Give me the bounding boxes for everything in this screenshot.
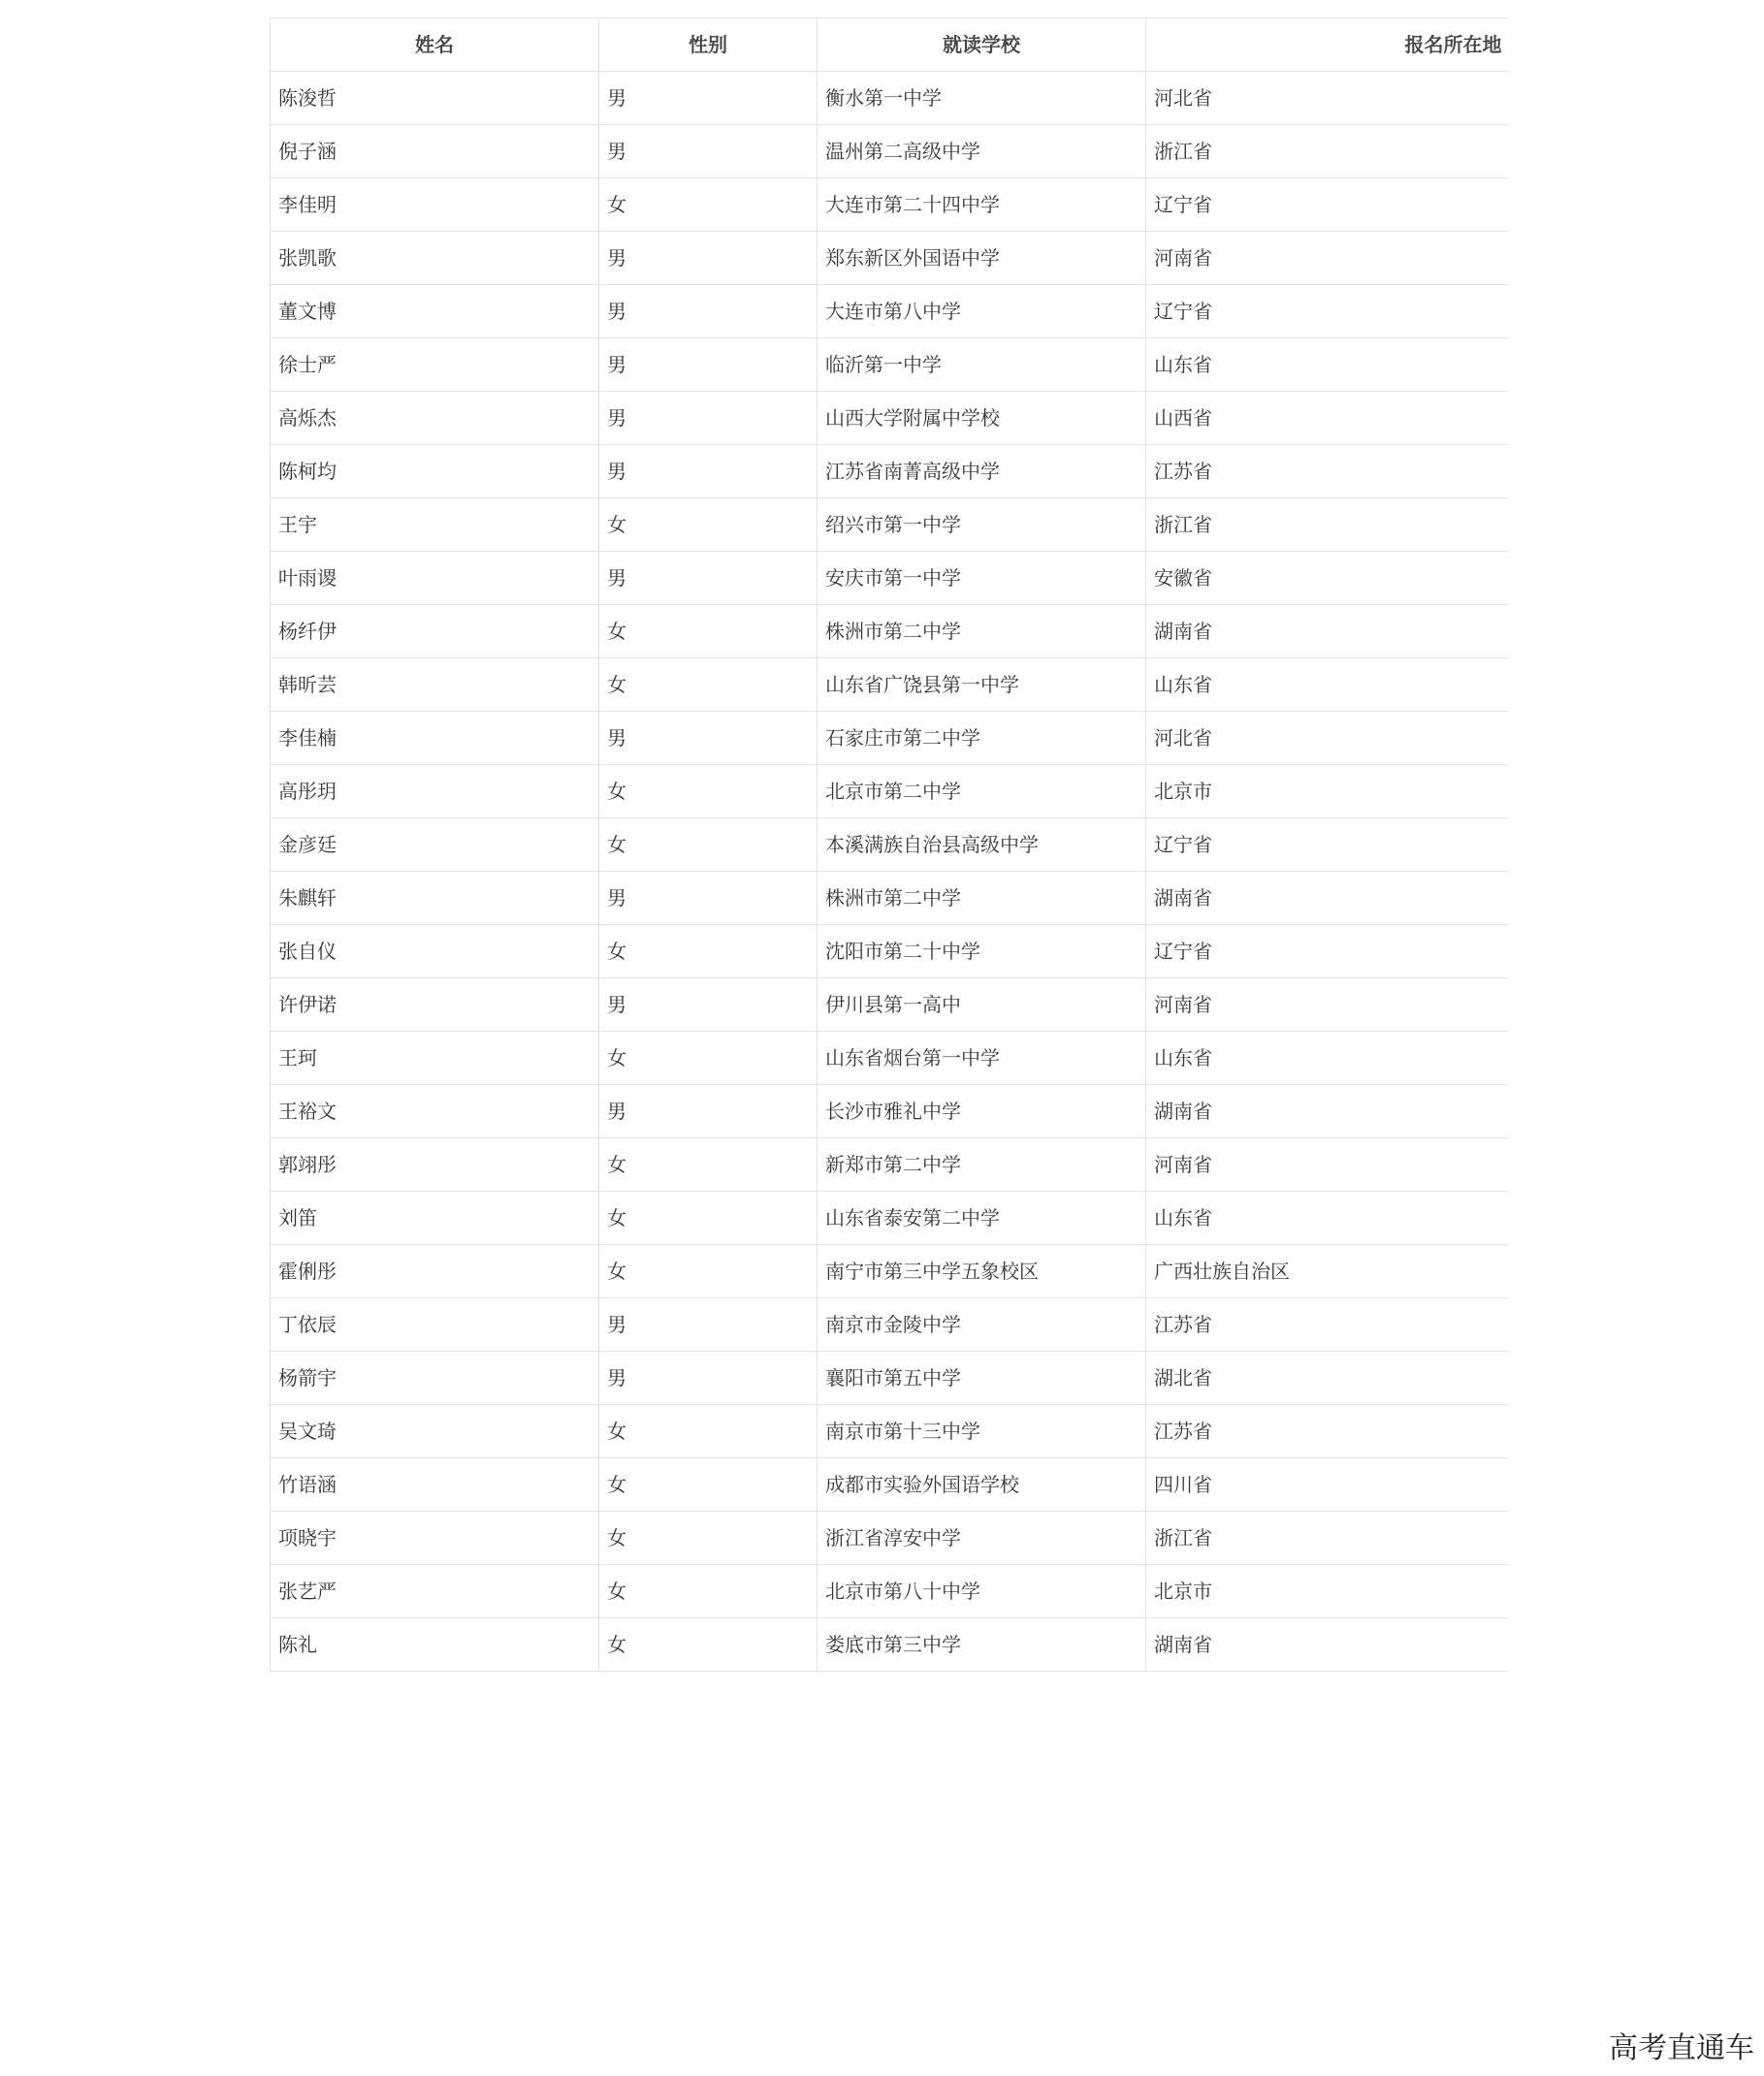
cell-region: 山东省 [1146,658,1508,712]
cell-name: 叶雨谡 [271,552,599,605]
cell-region: 辽宁省 [1146,925,1508,978]
cell-school: 衡水第一中学 [818,72,1146,125]
cell-gender: 男 [599,552,818,605]
cell-gender: 女 [599,1618,818,1672]
cell-gender: 女 [599,1032,818,1085]
cell-gender: 女 [599,1565,818,1618]
cell-school: 温州第二高级中学 [818,125,1146,178]
table-row [271,872,1508,925]
cell-name: 吴文琦 [271,1405,599,1458]
cell-school: 南京市第十三中学 [818,1405,1146,1458]
cell-gender: 男 [599,1352,818,1405]
cell-name: 董文博 [271,285,599,338]
cell-region: 北京市 [1146,1565,1508,1618]
header-name: 姓名 [271,18,599,72]
cell-gender: 女 [599,765,818,818]
cell-name: 刘笛 [271,1192,599,1245]
cell-name: 霍俐彤 [271,1245,599,1298]
cell-school: 大连市第二十四中学 [818,178,1146,232]
cell-region: 辽宁省 [1146,818,1508,872]
cell-name: 王裕文 [271,1085,599,1138]
cell-name: 郭翊彤 [271,1138,599,1192]
cell-region: 湖南省 [1146,1618,1508,1672]
table-row [271,445,1508,498]
cell-name: 金彦廷 [271,818,599,872]
cell-school: 长沙市雅礼中学 [818,1085,1146,1138]
cell-gender: 男 [599,872,818,925]
cell-gender: 女 [599,1138,818,1192]
cell-name: 许伊诺 [271,978,599,1032]
cell-name: 杨纤伊 [271,605,599,658]
table-row [271,338,1508,392]
cell-region: 浙江省 [1146,1512,1508,1565]
cell-school: 新郑市第二中学 [818,1138,1146,1192]
cell-region: 湖北省 [1146,1352,1508,1405]
cell-gender: 男 [599,978,818,1032]
cell-region: 江苏省 [1146,1405,1508,1458]
cell-region: 四川省 [1146,1458,1508,1512]
cell-name: 倪子涵 [271,125,599,178]
cell-region: 山东省 [1146,338,1508,392]
cell-gender: 女 [599,1245,818,1298]
cell-region: 江苏省 [1146,1298,1508,1352]
table-row [271,818,1508,872]
cell-region: 河南省 [1146,1138,1508,1192]
table-header-row [271,18,1508,72]
cell-name: 张艺严 [271,1565,599,1618]
cell-school: 大连市第八中学 [818,285,1146,338]
table-row [271,1618,1508,1672]
table-row [271,1085,1508,1138]
cell-gender: 女 [599,925,818,978]
cell-gender: 男 [599,392,818,445]
cell-region: 江苏省 [1146,445,1508,498]
cell-school: 安庆市第一中学 [818,552,1146,605]
table-row [271,498,1508,552]
cell-name: 张自仪 [271,925,599,978]
cell-region: 河北省 [1146,712,1508,765]
header-gender: 性别 [599,18,818,72]
cell-school: 北京市第二中学 [818,765,1146,818]
cell-school: 襄阳市第五中学 [818,1352,1146,1405]
cell-region: 北京市 [1146,765,1508,818]
cell-school: 南宁市第三中学五象校区 [818,1245,1146,1298]
cell-name: 陈礼 [271,1618,599,1672]
table-row [271,925,1508,978]
table-header [271,18,1508,72]
cell-name: 王宇 [271,498,599,552]
cell-school: 山东省泰安第二中学 [818,1192,1146,1245]
table-row [271,1138,1508,1192]
cell-name: 张凯歌 [271,232,599,285]
cell-school: 娄底市第三中学 [818,1618,1146,1672]
table-row [271,1352,1508,1405]
cell-school: 江苏省南菁高级中学 [818,445,1146,498]
cell-school: 绍兴市第一中学 [818,498,1146,552]
cell-gender: 男 [599,72,818,125]
table-row [271,1298,1508,1352]
header-school: 就读学校 [818,18,1146,72]
cell-name: 项晓宇 [271,1512,599,1565]
table-row [271,285,1508,338]
cell-school: 沈阳市第二十中学 [818,925,1146,978]
cell-region: 山东省 [1146,1032,1508,1085]
cell-name: 徐士严 [271,338,599,392]
cell-region: 湖南省 [1146,605,1508,658]
table-row [271,125,1508,178]
table-row [271,605,1508,658]
table-row [271,232,1508,285]
cell-gender: 男 [599,712,818,765]
cell-name: 杨箭宇 [271,1352,599,1405]
cell-region: 湖南省 [1146,1085,1508,1138]
cell-gender: 女 [599,498,818,552]
cell-region: 河南省 [1146,978,1508,1032]
cell-region: 辽宁省 [1146,178,1508,232]
cell-school: 郑东新区外国语中学 [818,232,1146,285]
cell-gender: 男 [599,285,818,338]
cell-region: 安徽省 [1146,552,1508,605]
cell-gender: 男 [599,1085,818,1138]
table-body [271,72,1508,1672]
header-region: 报名所在地 [1146,18,1508,72]
table-row [271,178,1508,232]
cell-region: 山西省 [1146,392,1508,445]
table-row [271,392,1508,445]
table-row [271,712,1508,765]
cell-school: 伊川县第一高中 [818,978,1146,1032]
cell-school: 石家庄市第二中学 [818,712,1146,765]
cell-gender: 女 [599,1192,818,1245]
cell-region: 辽宁省 [1146,285,1508,338]
watermark-text: 高考直通车 [1609,2031,1754,2065]
cell-region: 浙江省 [1146,125,1508,178]
cell-school: 本溪满族自治县高级中学 [818,818,1146,872]
cell-school: 株洲市第二中学 [818,872,1146,925]
table-row [271,765,1508,818]
cell-name: 高烁杰 [271,392,599,445]
table-row [271,1032,1508,1085]
table-row [271,658,1508,712]
cell-name: 王珂 [271,1032,599,1085]
cell-gender: 女 [599,818,818,872]
cell-gender: 女 [599,178,818,232]
cell-region: 河北省 [1146,72,1508,125]
cell-name: 陈浚哲 [271,72,599,125]
cell-gender: 男 [599,125,818,178]
table-row [271,1245,1508,1298]
cell-school: 临沂第一中学 [818,338,1146,392]
student-list-table [270,17,1508,1672]
table-row [271,1405,1508,1458]
cell-school: 南京市金陵中学 [818,1298,1146,1352]
cell-name: 李佳楠 [271,712,599,765]
cell-region: 湖南省 [1146,872,1508,925]
cell-school: 山东省广饶县第一中学 [818,658,1146,712]
cell-name: 高彤玥 [271,765,599,818]
cell-gender: 女 [599,658,818,712]
cell-school: 山西大学附属中学校 [818,392,1146,445]
cell-name: 朱麒轩 [271,872,599,925]
cell-name: 李佳明 [271,178,599,232]
cell-name: 陈柯均 [271,445,599,498]
cell-gender: 女 [599,1405,818,1458]
cell-school: 成都市实验外国语学校 [818,1458,1146,1512]
cell-gender: 男 [599,232,818,285]
cell-school: 北京市第八十中学 [818,1565,1146,1618]
cell-gender: 男 [599,1298,818,1352]
cell-name: 丁依辰 [271,1298,599,1352]
cell-gender: 女 [599,1512,818,1565]
cell-region: 广西壮族自治区 [1146,1245,1508,1298]
cell-region: 浙江省 [1146,498,1508,552]
cell-school: 浙江省淳安中学 [818,1512,1146,1565]
table-row [271,72,1508,125]
cell-region: 山东省 [1146,1192,1508,1245]
cell-school: 株洲市第二中学 [818,605,1146,658]
cell-name: 竹语涵 [271,1458,599,1512]
table-row [271,1192,1508,1245]
cell-gender: 男 [599,338,818,392]
cell-region: 河南省 [1146,232,1508,285]
cell-gender: 男 [599,445,818,498]
table-row [271,1458,1508,1512]
table-row [271,552,1508,605]
cell-school: 山东省烟台第一中学 [818,1032,1146,1085]
cell-gender: 女 [599,605,818,658]
cell-name: 韩昕芸 [271,658,599,712]
table-row [271,1565,1508,1618]
cell-gender: 女 [599,1458,818,1512]
table-row [271,1512,1508,1565]
student-list-table-container [270,17,1507,1672]
table-row [271,978,1508,1032]
